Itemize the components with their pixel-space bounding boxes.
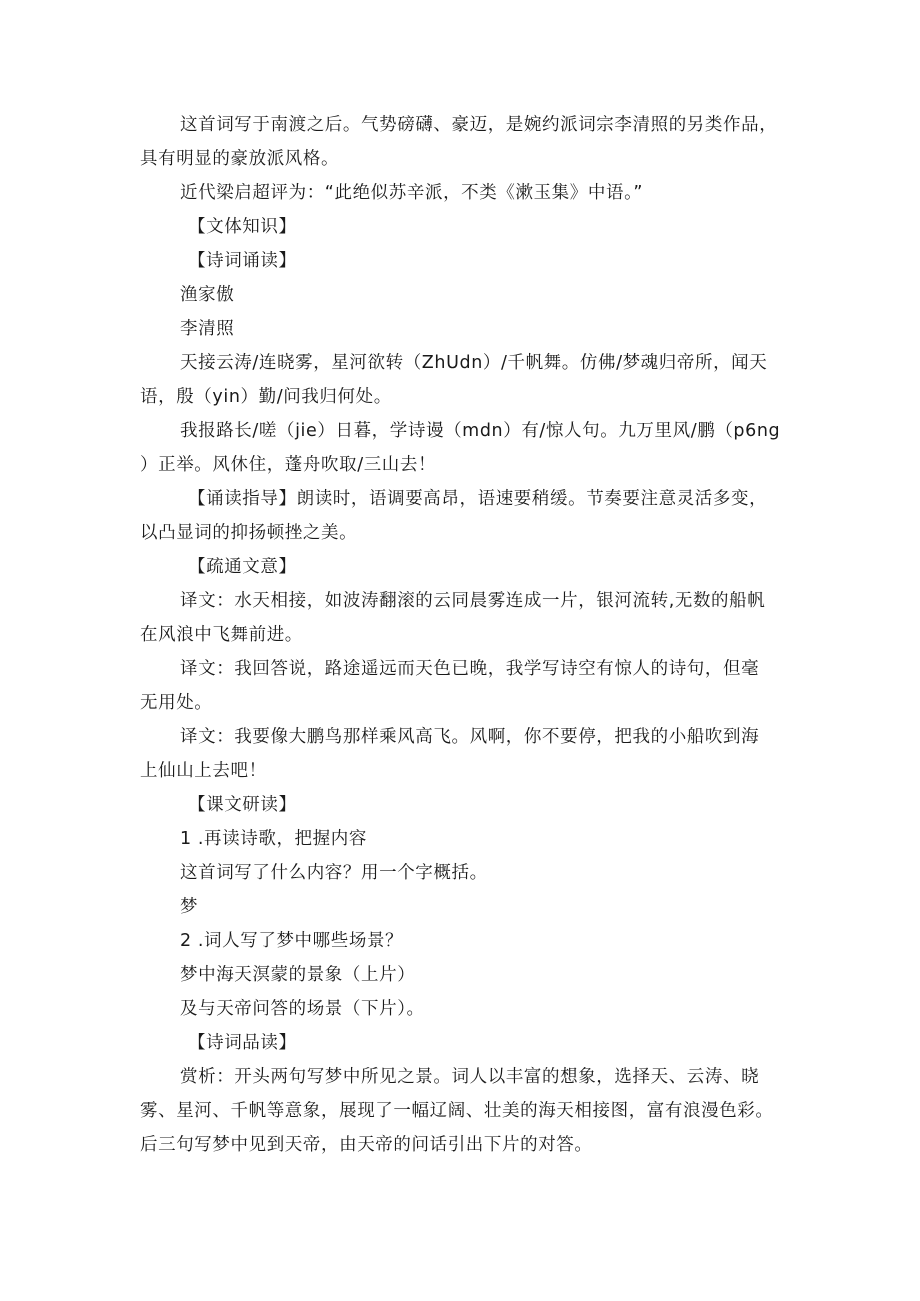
- paragraph-line: 赏析：开头两句写梦中所见之景。词人以丰富的想象，选择天、云涛、晓: [180, 1067, 760, 1087]
- paragraph-line: 在风浪中飞舞前进。: [140, 625, 303, 645]
- paragraph-line: 【诗词诵读】: [188, 251, 297, 271]
- paragraph-line: 【课文研读】: [188, 795, 297, 815]
- paragraph-line: 【疏通文意】: [188, 557, 297, 577]
- paragraph-line: ）正举。风休住，蓬舟吹取/三山去！: [140, 455, 437, 475]
- paragraph-line: 梦: [180, 897, 199, 917]
- paragraph-line: 这首词写了什么内容？用一个字概括。: [180, 863, 488, 883]
- paragraph-line: 2 .词人写了梦中哪些场景？: [180, 931, 404, 951]
- paragraph-line: 无用处。: [140, 693, 213, 713]
- paragraph-line: 雾、星河、千帆等意象，展现了一幅辽阔、壮美的海天相接图，富有浪漫色彩。: [140, 1101, 774, 1121]
- paragraph-line: 李清照: [180, 319, 235, 339]
- paragraph-line: 我报路长/嗟（jie）日暮，学诗谩（mdn）有/惊人句。九万里风/鹏（p6ng: [180, 421, 781, 441]
- paragraph-line: 后三句写梦中见到天帝，由天帝的问话引出下片的对答。: [140, 1135, 593, 1155]
- paragraph-line: 【文体知识】: [188, 217, 297, 237]
- paragraph-line: 近代梁启超评为：“此绝似苏辛派，不类《漱玉集》中语。”: [180, 183, 644, 203]
- paragraph-line: 梦中海天溟蒙的景象（上片）: [180, 965, 416, 985]
- paragraph-line: 译文：我回答说，路途遥远而天色已晚，我学写诗空有惊人的诗句，但毫: [180, 659, 760, 679]
- paragraph-line: 【诗词品读】: [188, 1033, 297, 1053]
- paragraph-line: 这首词写于南渡之后。气势磅礴、豪迈，是婉约派词宗李清照的另类作品，: [180, 115, 778, 135]
- paragraph-line: 译文：水天相接，如波涛翻滚的云同晨雾连成一片，银河流转,无数的船帆: [180, 591, 766, 611]
- paragraph-line: 渔家傲: [180, 285, 235, 305]
- paragraph-line: 具有明显的豪放派风格。: [140, 149, 340, 169]
- paragraph-line: 【诵读指导】朗读时，语调要高昂，语速要稍缓。节奏要注意灵活多变，: [188, 489, 768, 509]
- paragraph-line: 语，殷（yin）勤/问我归何处。: [140, 387, 392, 407]
- paragraph-line: 上仙山上去吧！: [140, 761, 267, 781]
- document-body: [140, 108, 788, 1162]
- paragraph-line: 译文：我要像大鹏鸟那样乘风高飞。风啊，你不要停，把我的小船吹到海: [180, 727, 760, 747]
- document-page: [140, 108, 788, 1162]
- paragraph-line: 1 .再读诗歌，把握内容: [180, 829, 367, 849]
- paragraph-line: 及与天帝问答的场景（下片）。: [180, 999, 425, 1019]
- paragraph-line: 天接云涛/连晓雾，星河欲转（ZhUdn）/千帆舞。仿佛/梦魂归帝所，闻天: [180, 353, 768, 373]
- paragraph-line: 以凸显词的抑扬顿挫之美。: [140, 523, 358, 543]
